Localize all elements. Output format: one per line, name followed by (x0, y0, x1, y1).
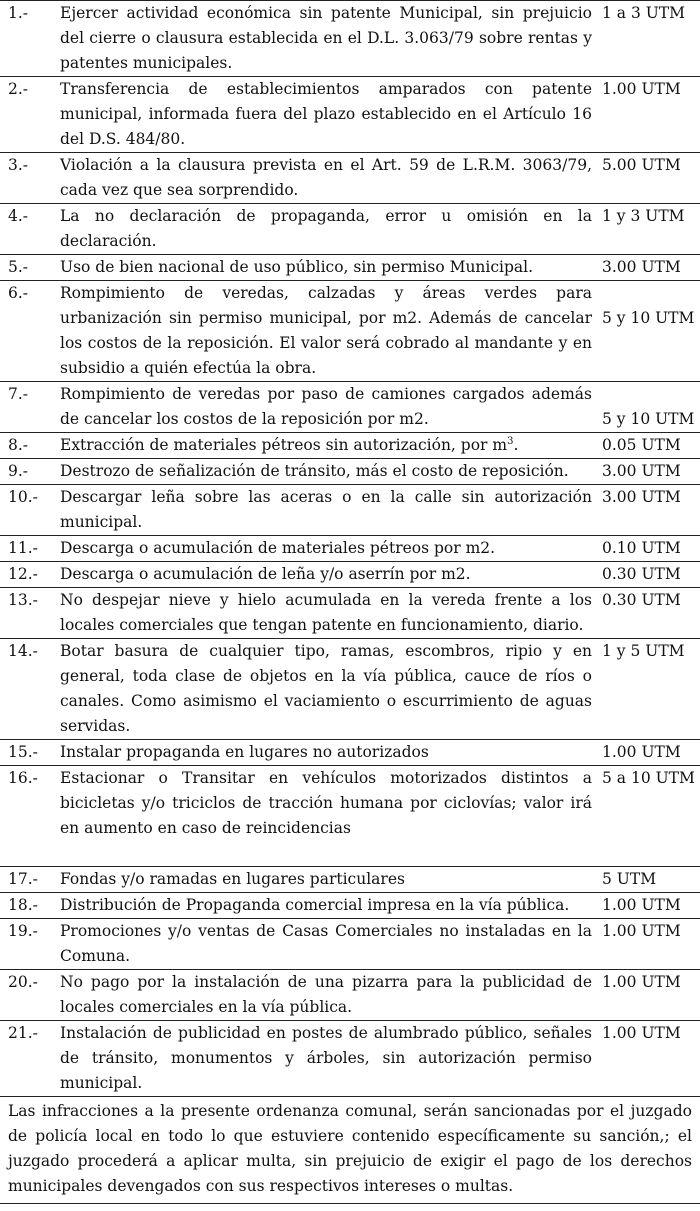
item-number: 15.- (0, 740, 54, 766)
superscript: 3 (507, 435, 514, 447)
item-description: Descarga o acumulación de materiales pétreos por m2. (54, 536, 598, 562)
fine-amount: 1.00 UTM (598, 740, 700, 766)
table-row (0, 919, 700, 970)
item-number: 12.- (0, 562, 54, 588)
table-row (0, 740, 700, 766)
fine-amount: 0.05 UTM (598, 433, 700, 459)
item-number: 2.- (0, 77, 54, 153)
table-row (0, 153, 700, 204)
fine-amount: 1 y 3 UTM (598, 204, 700, 255)
item-description (54, 433, 598, 459)
item-description: Instalación de publicidad en postes de alumbrado público, señales de tránsito, monumentos y árboles, sin autorización permiso municipal. (54, 1021, 598, 1097)
fine-amount: 1.00 UTM (598, 970, 700, 1021)
fine-amount: 1.00 UTM (598, 919, 700, 970)
table-row (0, 485, 700, 536)
item-description: Descarga o acumulación de leña y/o aserrín por m2. (54, 562, 598, 588)
footer-note: Las infracciones a la presente ordenanza comunal, serán sancionadas por el juzgado de policía local en todo lo que estuviere contenido específicamente su sanción,; el juzgado procederá a aplicar multa, sin prejuicio de exigir el pago de los derechos municipales devengados con sus respectivos intereses o multas. (0, 1096, 700, 1204)
fine-amount: 0.30 UTM (598, 562, 700, 588)
table-row (0, 77, 700, 153)
item-number: 1.- (0, 1, 54, 77)
table-row (0, 459, 700, 485)
item-description: Uso de bien nacional de uso público, sin permiso Municipal. (54, 255, 598, 281)
table-row (0, 970, 700, 1021)
item-description: La no declaración de propaganda, error u omisión en la declaración. (54, 204, 598, 255)
description-end: . (513, 436, 519, 454)
table-row (0, 1021, 700, 1097)
item-description: Destrozo de señalización de tránsito, más el costo de reposición. (54, 459, 598, 485)
item-description: Rompimiento de veredas, calzadas y áreas verdes para urbanización sin permiso municipal, por m2. Además de cancelar los costos de la reposición. El valor será cobrado al mandante y en subsidio a quién efectúa la obra. (54, 281, 598, 382)
fine-amount: 1 a 3 UTM (598, 1, 700, 77)
fine-amount: 5 UTM (598, 867, 700, 893)
table-row (0, 562, 700, 588)
item-number: 16.- (0, 766, 54, 867)
item-number: 9.- (0, 459, 54, 485)
fine-amount: 3.00 UTM (598, 485, 700, 536)
item-description: Fondas y/o ramadas en lugares particulares (54, 867, 598, 893)
fine-amount: 1.00 UTM (598, 893, 700, 919)
fine-amount: 0.30 UTM (598, 588, 700, 639)
item-number: 14.- (0, 639, 54, 740)
item-number: 7.- (0, 382, 54, 433)
table-row (0, 433, 700, 459)
item-description: Distribución de Propaganda comercial impresa en la vía pública. (54, 893, 598, 919)
table-row (0, 1, 700, 77)
item-number: 17.- (0, 867, 54, 893)
fine-amount: 1.00 UTM (598, 1021, 700, 1097)
item-number: 19.- (0, 919, 54, 970)
item-description: No despejar nieve y hielo acumulada en la vereda frente a los locales comerciales que tengan patente en funcionamiento, diario. (54, 588, 598, 639)
item-description: Transferencia de establecimientos amparados con patente municipal, informada fuera del plazo establecido en el Artículo 16 del D.S. 484/80. (54, 77, 598, 153)
table-row (0, 281, 700, 382)
table-row (0, 867, 700, 893)
item-number: 3.- (0, 153, 54, 204)
item-description: Descargar leña sobre las aceras o en la calle sin autorización municipal. (54, 485, 598, 536)
item-description: Ejercer actividad económica sin patente Municipal, sin prejuicio del cierre o clausura establecida en el D.L. 3.063/79 sobre rentas y patentes municipales. (54, 1, 598, 77)
table-row (0, 536, 700, 562)
item-number: 6.- (0, 281, 54, 382)
fine-amount: 5 y 10 UTM (598, 281, 700, 382)
table-row (0, 766, 700, 867)
description-text: Extracción de materiales pétreos sin autorización, por m (60, 436, 508, 454)
table-row (0, 588, 700, 639)
fine-amount: 1.00 UTM (598, 77, 700, 153)
table-row (0, 255, 700, 281)
fine-amount: 5 y 10 UTM (598, 382, 700, 433)
fine-amount: 3.00 UTM (598, 459, 700, 485)
item-description: Promociones y/o ventas de Casas Comerciales no instaladas en la Comuna. (54, 919, 598, 970)
fine-amount: 5.00 UTM (598, 153, 700, 204)
table-row (0, 382, 700, 433)
item-description: No pago por la instalación de una pizarra para la publicidad de locales comerciales en la vía pública. (54, 970, 598, 1021)
table-row (0, 204, 700, 255)
table-row (0, 893, 700, 919)
item-description: Botar basura de cualquier tipo, ramas, escombros, ripio y en general, toda clase de objetos en la vía pública, cauce de ríos o canales. Como asimismo el vaciamiento o escurrimiento de aguas servidas. (54, 639, 598, 740)
item-description: Violación a la clausura prevista en el Art. 59 de L.R.M. 3063/79, cada vez que sea sorprendido. (54, 153, 598, 204)
fine-amount: 1 y 5 UTM (598, 639, 700, 740)
item-number: 11.- (0, 536, 54, 562)
fine-amount: 5 a 10 UTM (598, 766, 700, 867)
fine-amount: 0.10 UTM (598, 536, 700, 562)
item-number: 18.- (0, 893, 54, 919)
item-number: 10.- (0, 485, 54, 536)
table-row (0, 639, 700, 740)
item-number: 5.- (0, 255, 54, 281)
item-description: Estacionar o Transitar en vehículos motorizados distintos a bicicletas y/o triciclos de tracción humana por ciclovías; valor irá en aumento en caso de reincidencias (54, 766, 598, 867)
item-description: Rompimiento de veredas por paso de camiones cargados además de cancelar los costos de la reposición por m2. (54, 382, 598, 433)
item-description: Instalar propaganda en lugares no autorizados (54, 740, 598, 766)
item-number: 20.- (0, 970, 54, 1021)
item-number: 8.- (0, 433, 54, 459)
item-number: 4.- (0, 204, 54, 255)
fine-amount: 3.00 UTM (598, 255, 700, 281)
item-number: 13.- (0, 588, 54, 639)
item-number: 21.- (0, 1021, 54, 1097)
